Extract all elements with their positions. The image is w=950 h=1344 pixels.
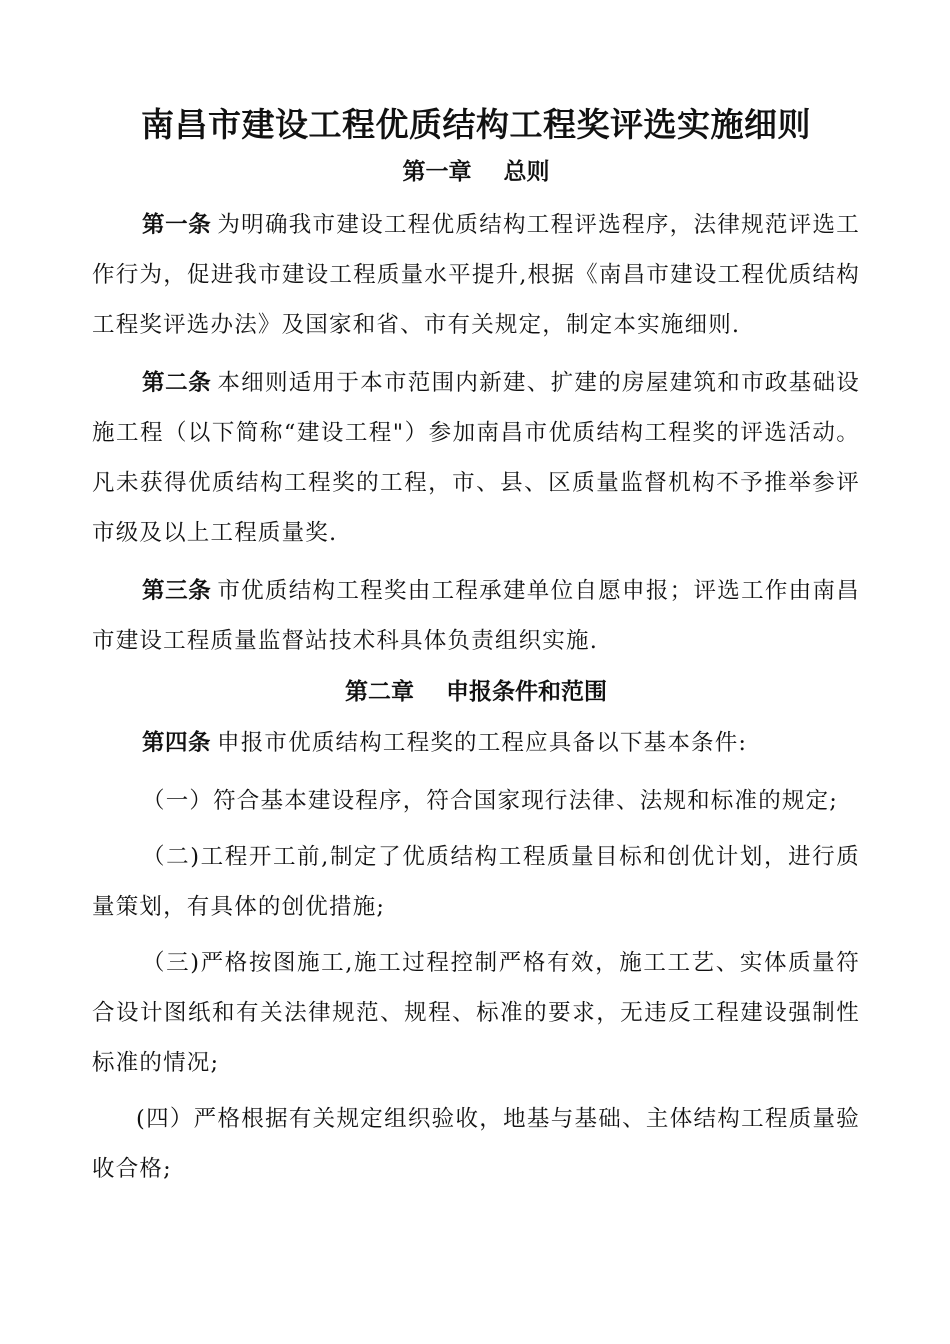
condition-item-4: (四）严格根据有关规定组织验收，地基与基础、主体结构工程质量验收合格;: [92, 1106, 860, 1182]
article-3-text: 市优质结构工程奖由工程承建单位自愿申报；评选工作由南昌市建设工程质量监督站技术科具体负责组织实施.: [92, 578, 860, 654]
document-page: [92, 96, 860, 1200]
condition-item-3: （三)严格按图施工,施工过程控制严格有效，施工工艺、实体质量符合设计图纸和有关法律规范、规程、标准的要求，无违反工程建设强制性标准的情况;: [92, 950, 860, 1076]
article-3: [92, 566, 860, 666]
article-1: [92, 200, 860, 350]
article-1-label: 第一条: [142, 212, 212, 238]
article-1-text: 为明确我市建设工程优质结构工程评选程序，法律规范评选工作行为，促进我市建设工程质量水平提升,根据《南昌市建设工程优质结构工程奖评选办法》及国家和省、市有关规定，制定本实施细则.: [92, 212, 860, 338]
chapter-heading-2: 第二章 申报条件和范围: [344, 679, 608, 705]
article-3-label: 第三条: [142, 578, 212, 604]
article-2-label: 第二条: [142, 370, 212, 396]
chapter-heading-1: 第一章 总则: [402, 159, 550, 185]
article-2: [92, 358, 860, 558]
condition-item-2: （二)工程开工前,制定了优质结构工程质量目标和创优计划，进行质量策划，有具体的创优措施;: [92, 844, 860, 920]
article-4-label: 第四条: [142, 730, 212, 756]
condition-item-1: （一）符合基本建设程序，符合国家现行法律、法规和标准的规定;: [142, 788, 839, 814]
article-2-text: 本细则适用于本市范围内新建、扩建的房屋建筑和市政基础设施工程（以下简称“建设工程"）参加南昌市优质结构工程奖的评选活动。凡未获得优质结构工程奖的工程，市、县、区质量监督机构不予推举参评市级及以上工程质量奖.: [92, 370, 860, 546]
document-title: 南昌市建设工程优质结构工程奖评选实施细则: [141, 105, 811, 144]
article-4: [92, 718, 860, 768]
article-4-text: 申报市优质结构工程奖的工程应具备以下基本条件:: [217, 730, 748, 756]
